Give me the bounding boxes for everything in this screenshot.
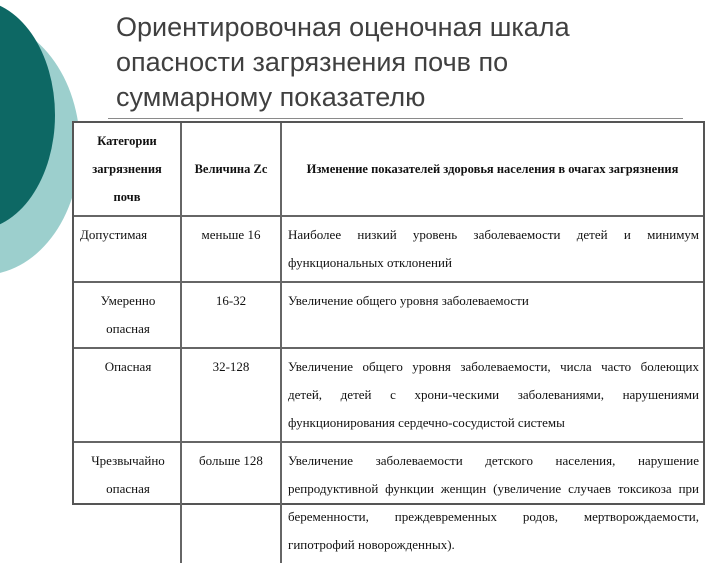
row-zc-value: меньше 16 — [182, 217, 282, 283]
table-header-row — [74, 123, 703, 217]
title-line-3: суммарному показателю — [116, 82, 426, 112]
table-row — [74, 217, 703, 283]
row-zc-value: больше 128 — [182, 443, 282, 563]
soil-pollution-table — [72, 121, 705, 552]
row-category: Умеренно опасная — [74, 283, 182, 349]
row-zc-value: 16-32 — [182, 283, 282, 349]
title-divider — [108, 118, 683, 119]
row-description: Наиболее низкий уровень заболеваемости детей и минимум функциональных отклонений — [282, 217, 703, 283]
table-row — [74, 443, 703, 563]
header-category: Категории загрязнения почв — [74, 123, 182, 217]
row-category: Допустимая — [74, 217, 182, 283]
page-title — [116, 10, 706, 115]
table-row — [74, 349, 703, 443]
row-description: Увеличение общего уровня заболеваемости — [282, 283, 703, 349]
row-category: Опасная — [74, 349, 182, 443]
row-category: Чрезвычайно опасная — [74, 443, 182, 563]
title-line-1: Ориентировочная оценочная шкала — [116, 12, 570, 42]
row-description: Увеличение общего уровня заболеваемости, числа часто болеющих детей, детей с хрони-ческими заболеваниями, нарушениями функционирования сердечно-сосудистой системы — [282, 349, 703, 443]
row-description: Увеличение заболеваемости детского населения, нарушение репродуктивной функции женщин (увеличение случаев токсикоза при беременности, преждевременных родов, мертворождаемости, гипотрофий новорожденных). — [288, 453, 699, 552]
header-zc-value: Величина Zc — [182, 123, 282, 217]
header-health-changes: Изменение показателей здоровья населения в очагах загрязнения — [282, 123, 703, 217]
row-zc-value: 32-128 — [182, 349, 282, 443]
table-row — [74, 283, 703, 349]
title-line-2: опасности загрязнения почв по — [116, 47, 509, 77]
